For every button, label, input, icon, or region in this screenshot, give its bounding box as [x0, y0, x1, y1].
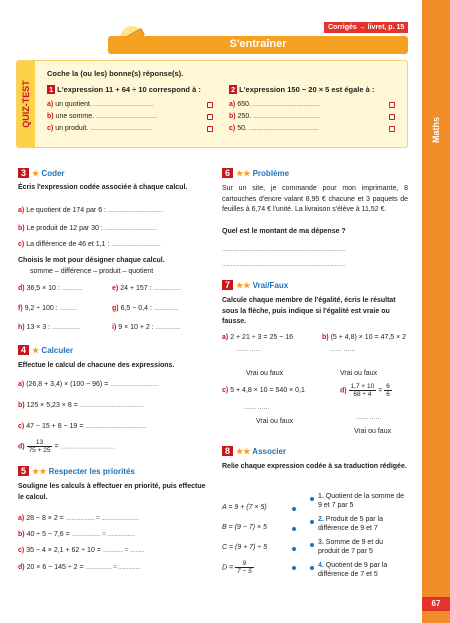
exercise-3-item-d: d) 36,5 × 10 : .............. — [18, 285, 83, 292]
exercise-3-word-list: somme – différence – produit – quotient — [30, 268, 154, 275]
quiz-tag: QUIZ-TEST — [17, 61, 35, 147]
exercise-7-item-b: b) (5 + 4,8) × 10 = 47,5 × 2 — [322, 334, 407, 341]
exercise-6-header: 6 ★★ Problème — [222, 168, 289, 178]
exercise-5-instruction: Souligne les calculs à effectuer en priorité, puis effectue le calcul. — [18, 483, 206, 501]
link-dot-2[interactable] — [310, 520, 314, 524]
fraction: $\frac{1,7 \times 10}{68 \div 4}$ — [350, 383, 375, 398]
expression-a: A = 9 + (7 × 5) — [222, 504, 267, 511]
exercise-7-item-a: a) 2 + 21 ÷ 3 = 25 − 16 — [222, 334, 293, 341]
link-dot-3[interactable] — [310, 543, 314, 547]
expression-b: B = (9 − 7) × 5 — [222, 524, 267, 531]
link-dot-c[interactable] — [292, 547, 296, 551]
link-dot-a[interactable] — [292, 507, 296, 511]
exercise-7-item-c: c) 5 + 4,8 × 10 = 540 × 0,1 — [222, 387, 305, 394]
quiz-q2-option-c: c) 50. ................................................ — [229, 125, 319, 132]
exercise-7-header: 7 ★★ Vrai/Faux — [222, 280, 288, 290]
quiz-q1-checkbox-a[interactable] — [207, 102, 213, 108]
expression-d: D = $\frac{9}{7 - 5}$ — [222, 560, 252, 575]
translation-4: 4. Quotient de 9 par la différence de 7 et 5 — [318, 562, 388, 578]
link-dot-4[interactable] — [310, 566, 314, 570]
link-dot-d[interactable] — [292, 566, 296, 570]
exercise-3-item-h: h) 13 × 3 : ................... — [18, 324, 80, 331]
exercise-8-header: 8 ★★ Associer — [222, 446, 286, 456]
fraction: $\frac{13}{75 + 25}$ — [28, 439, 51, 454]
expression-c: C = (9 + 7) ÷ 5 — [222, 544, 268, 551]
exercise-3-instruction: Écris l'expression codée associée à chaque calcul. — [18, 184, 188, 191]
exercise-5-item-b: b) 40 ÷ 5 − 7,6 = .................... = ................... — [18, 531, 135, 538]
quiz-q2-option-b: b) 250. .............................................. — [229, 113, 320, 120]
quiz-q2-checkbox-c[interactable] — [389, 126, 395, 132]
quiz-question-1: 1 L'expression 11 + 64 ÷ 10 correspond à : — [49, 85, 201, 94]
translation-1: 1. Quotient de la somme de 9 et 7 par 5 — [318, 493, 405, 509]
exercise-4-item-b: b) 125 × 5,23 × 8 = ............................................ — [18, 402, 144, 409]
exercise-5-item-d: d) 20 × 6 − 145 ÷ 2 = .................. = ............... — [18, 564, 140, 571]
exercise-3-header: 3 ★ Coder — [18, 168, 65, 178]
exercise-7-item-d: d) $\frac{1,7 \times 10}{68 \div 4}$ = $\frac{6}{6}$ — [340, 383, 390, 398]
link-dot-1[interactable] — [310, 497, 314, 501]
exercise-3-item-g: g) 6,5 − 0,4 : ................. — [112, 305, 179, 312]
exercise-5-header: 5 ★★ Respecter les priorités — [18, 466, 135, 476]
link-dot-b[interactable] — [292, 527, 296, 531]
vrai-faux-b[interactable]: Vrai ou faux — [340, 370, 378, 377]
quiz-q1-checkbox-b[interactable] — [207, 114, 213, 120]
quiz-test-box — [16, 60, 408, 148]
translation-2: 2. Produit de 5 par la différence de 9 et 7 — [318, 516, 383, 532]
exercise-4-item-c: c) 47 − 15 + 8 − 19 = .......................................... — [18, 423, 147, 430]
quiz-q2-option-a: a) 650. .............................................. — [229, 101, 320, 108]
subject-sidebar — [422, 0, 450, 623]
quiz-question-2: 2 L'expression 150 − 20 × 5 est égale à : — [231, 85, 375, 94]
vrai-faux-d[interactable]: Vrai ou faux — [354, 428, 392, 435]
exercise-5-item-a: a) 28 − 8 × 2 = .................... = .......................... — [18, 515, 139, 522]
quiz-q2-checkbox-a[interactable] — [389, 102, 395, 108]
corriges-link[interactable]: Corrigés → livret, p. 15 — [324, 22, 408, 33]
exercise-3-item-b: b) Le produit de 12 par 30 : .................................... — [18, 225, 157, 232]
vrai-faux-a[interactable]: Vrai ou faux — [246, 370, 284, 377]
exercise-3-item-c: c) La différence de 46 et 1,1 : .................................. — [18, 241, 161, 248]
exercise-3-item-a: a) Le quotient de 174 par 6 : ...................................... — [18, 207, 163, 214]
quiz-q1-option-a: a) un quotient. ......................................... — [47, 101, 153, 108]
page-number: 67 — [422, 597, 450, 611]
exercise-3-instruction-2: Choisis le mot pour désigner chaque calcul. — [18, 257, 165, 264]
exercise-4-item-a: a) (26,8 + 3,4) × (100 − 96) = ................................. — [18, 381, 158, 388]
exercise-6-text: Sur un site, je commande pour mon imprimante, 8 cartouches d'encre valant 8,95 € chacune et 3 paquets de feuilles à 6,74 € l'unité. La livraison s'élève à 11,52 €. — [222, 185, 408, 213]
quiz-instruction: Coche la (ou les) bonne(s) réponse(s). — [47, 69, 184, 78]
quiz-q1-option-b: b) une somme. .......................................... — [47, 113, 157, 120]
fraction: $\frac{6}{6}$ — [386, 383, 390, 398]
exercise-5-item-c: c) 35 − 4 × 2,1 + 62 ÷ 10 = .............. = .......... — [18, 547, 144, 554]
translation-3: 3. Somme de 9 et du produit de 7 par 5 — [318, 539, 383, 555]
quiz-q2-checkbox-b[interactable] — [389, 114, 395, 120]
page-title: S'entraîner — [229, 38, 287, 50]
arrow-placeholders: ...... ...... — [236, 346, 262, 353]
exercise-4-header: 4 ★ Calculer — [18, 345, 73, 355]
quiz-q1-option-c: c) un produit. ........................................... — [47, 125, 153, 132]
quiz-q1-checkbox-c[interactable] — [207, 126, 213, 132]
arrow-placeholders: ...... ...... — [244, 404, 270, 411]
subject-label: Maths — [430, 116, 441, 144]
exercise-8-instruction: Relie chaque expression codée à sa traduction rédigée. — [222, 463, 407, 470]
exercise-3-item-i: i) 9 × 10 + 2 : ................. — [112, 324, 181, 331]
fraction: $\frac{9}{7 - 5}$ — [237, 560, 252, 575]
section-banner — [108, 36, 408, 54]
exercise-4-item-d: d) $\frac{13}{75 + 25}$ = ..................................... — [18, 439, 114, 454]
exercise-3-item-f: f) 9,2 ÷ 100 : ............ — [18, 305, 77, 312]
arrow-placeholders: ...... ...... — [356, 414, 382, 421]
exercise-3-item-e: e) 24 + 157 : ................... — [112, 285, 181, 292]
exercise-4-instruction: Effectue le calcul de chacune des expressions. — [18, 362, 175, 369]
arrow-placeholders: ...... ...... — [330, 346, 356, 353]
answer-line: ..................................................................................... — [222, 261, 345, 268]
answer-line: ..................................................................................... — [222, 246, 345, 253]
exercise-7-instruction: Calcule chaque membre de l'égalité, écris le résultat sous la flèche, puis indique si l'égalité est vraie ou fausse. — [222, 297, 396, 325]
exercise-6-question: Quel est le montant de ma dépense ? — [222, 228, 346, 235]
vrai-faux-c[interactable]: Vrai ou faux — [256, 418, 294, 425]
